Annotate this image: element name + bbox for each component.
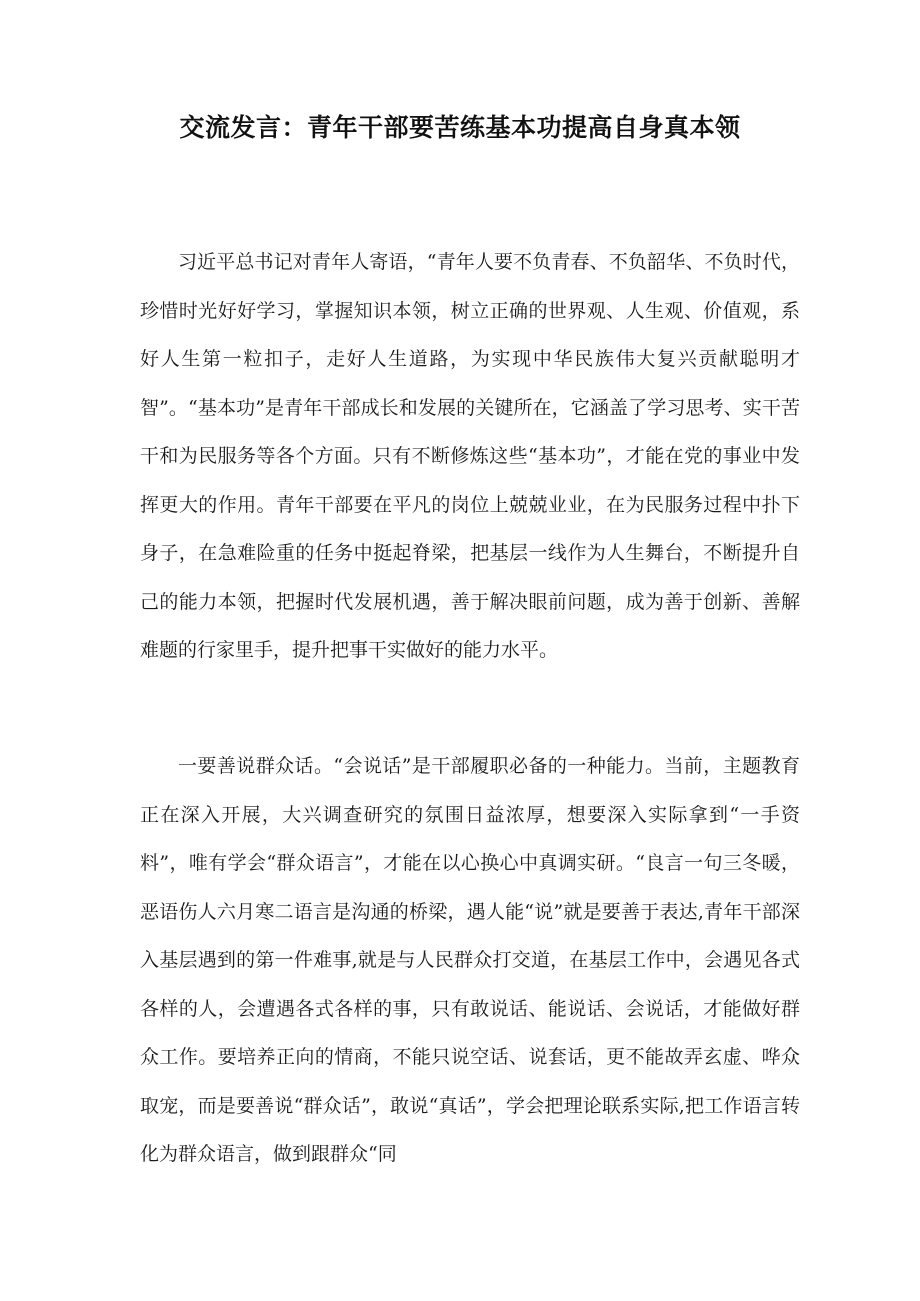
paragraph-intro: 习近平总书记对青年人寄语，“青年人要不负青春、不负韶华、不负时代，珍惜时光好好学习，掌握知识本领，树立正确的世界观、人生观、价值观，系好人生第一粒扣子，走好人生道路，为实现中华民族伟大复兴贡献聪明才智”。“基本功”是青年干部成长和发展的关键所在，它涵盖了学习思考、实干苦干和为民服务等各个方面。只有不断修炼这些“基本功”，才能在党的事业中发挥更大的作用。青年干部要在平凡的岗位上兢兢业业，在为民服务过程中扑下身子，在急难险重的任务中挺起脊梁，把基层一线作为人生舞台，不断提升自己的能力本领，把握时代发展机遇，善于解决眼前问题，成为善于创新、善解难题的行家里手，提升把事干实做好的能力水平。	[140, 251, 800, 661]
document-title: 交流发言：青年干部要苦练基本功提高自身真本领	[179, 113, 741, 142]
paragraph-point-one: 一要善说群众话。“会说话”是干部履职必备的一种能力。当前，主题教育正在深入开展，大兴调查研究的氛围日益浓厚，想要深入实际拿到“一手资料”，唯有学会“群众语言”，才能在以心换心中真调实研。“良言一句三冬暖，恶语伤人六月寒二语言是沟通的桥梁，遇人能“说”就是要善于表达,青年干部深入基层遇到的第一件难事,就是与人民群众打交道，在基层工作中，会遇见各式各样的人，会遭遇各式各样的事，只有敢说话、能说话、会说话，才能做好群众工作。要培养正向的情商，不能只说空话、说套话，更不能故弄玄虚、哗众取宠，而是要善说“群众话”，敢说“真话”，学会把理论联系实际,把工作语言转化为群众语言，做到跟群众“同	[140, 755, 800, 1165]
